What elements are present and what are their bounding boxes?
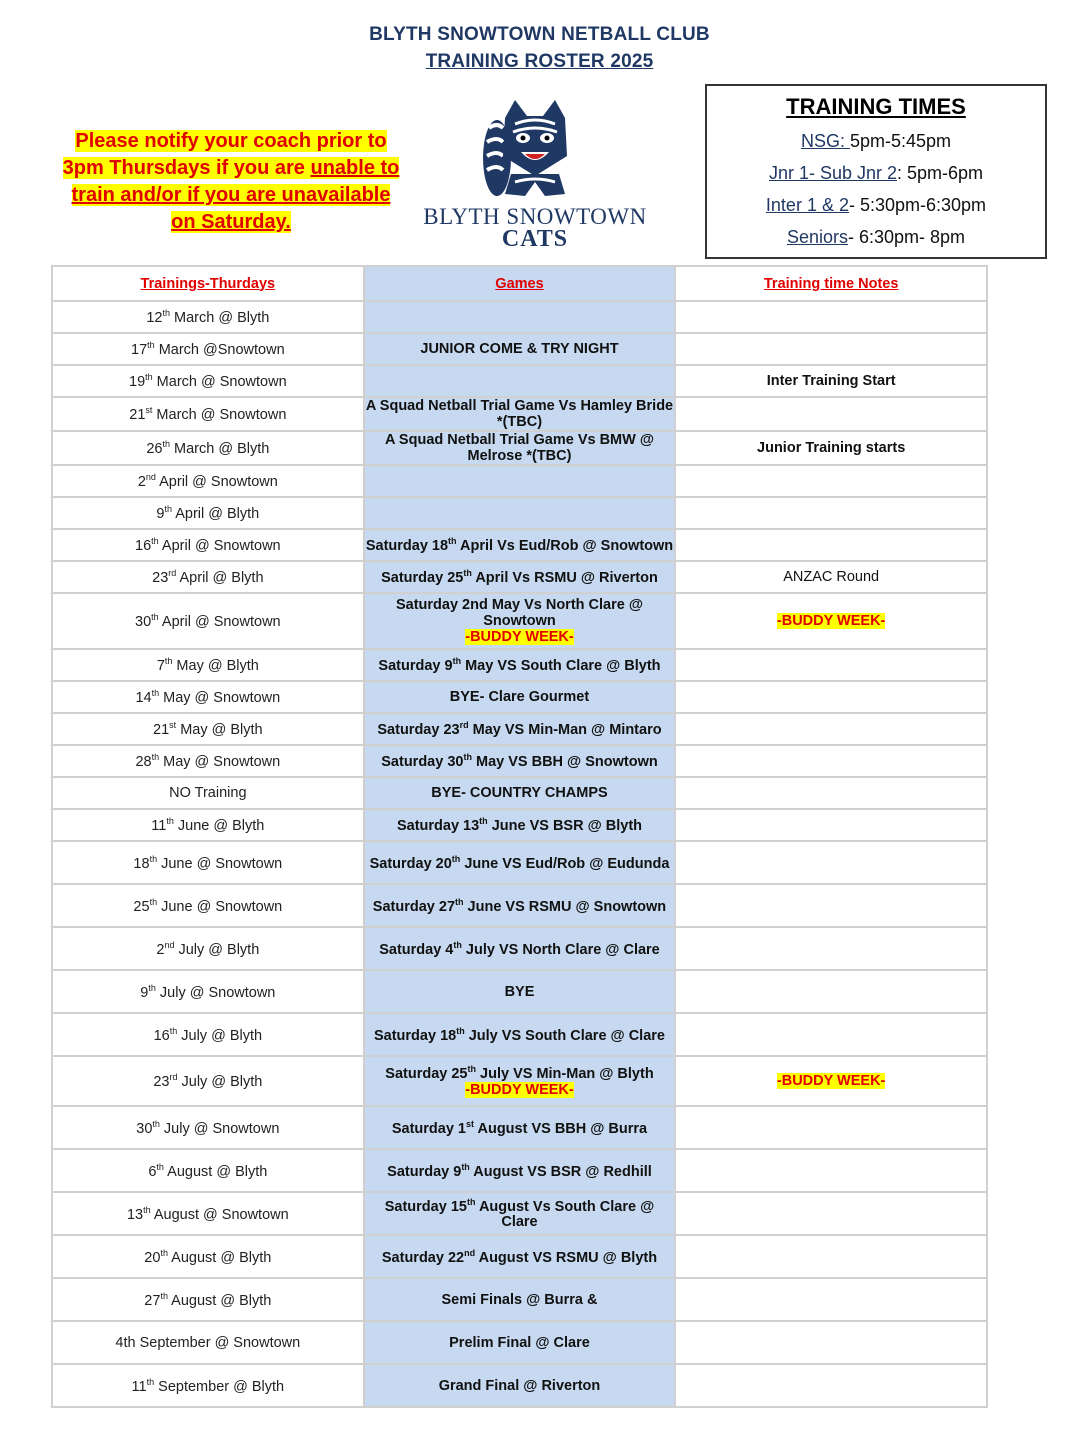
training-time-row: NSG: 5pm-5:45pm [800,131,952,151]
training-date-cell: 23rd July @ Blyth [52,1056,364,1106]
training-time-row: Seniors- 6:30pm- 8pm [786,227,966,247]
training-date-cell: NO Training [52,777,364,809]
notes-cell [675,884,987,927]
game-cell: BYE- Clare Gourmet [364,681,676,713]
table-row [52,301,987,333]
training-times-title: TRAINING TIMES [786,94,966,119]
notes-cell [675,809,987,841]
coach-notice: Please notify your coach prior to 3pm Thursdays if you are unable to train and/or if you are unavailable on Saturday. [62,130,400,233]
training-date-cell: 2nd July @ Blyth [52,927,364,970]
header-trainings: Trainings-Thurdays [52,266,364,301]
training-times-box [705,84,1047,259]
notes-cell: -BUDDY WEEK- [675,1056,987,1106]
training-date-cell: 16th July @ Blyth [52,1013,364,1056]
game-cell: Saturday 25th April Vs RSMU @ Riverton [364,561,676,593]
table-row [52,745,987,777]
notes-cell [675,841,987,884]
notes-cell [675,1013,987,1056]
game-cell [364,497,676,529]
notes-cell [675,777,987,809]
table-row [52,777,987,809]
table-row [52,1321,987,1364]
notes-cell [675,649,987,681]
training-date-cell: 11th June @ Blyth [52,809,364,841]
club-logo [420,98,650,258]
game-cell [364,301,676,333]
notes-cell [675,301,987,333]
training-date-cell: 16th April @ Snowtown [52,529,364,561]
table-row [52,1056,987,1106]
training-date-cell: 18th June @ Snowtown [52,841,364,884]
game-cell: Saturday 22nd August VS RSMU @ Blyth [364,1235,676,1278]
notes-cell [675,529,987,561]
game-cell: Saturday 27th June VS RSMU @ Snowtown [364,884,676,927]
training-date-cell: 27th August @ Blyth [52,1278,364,1321]
logo-text-line1: BLYTH SNOWTOWN [423,204,647,229]
notes-cell: -BUDDY WEEK- [675,593,987,649]
training-date-cell: 12th March @ Blyth [52,301,364,333]
notes-cell [675,927,987,970]
game-cell: Saturday 2nd May Vs North Clare @ Snowtown -BUDDY WEEK- [364,593,676,649]
notes-cell: ANZAC Round [675,561,987,593]
table-row [52,841,987,884]
training-time-row: Jnr 1- Sub Jnr 2: 5pm-6pm [768,163,984,183]
header-notes: Training time Notes [675,266,987,301]
notes-cell [675,497,987,529]
notes-cell [675,1192,987,1235]
game-cell: Saturday 9th August VS BSR @ Redhill [364,1149,676,1192]
table-row [52,649,987,681]
table-row [52,1278,987,1321]
club-title: BLYTH SNOWTOWN NETBALL CLUB [369,24,710,45]
training-date-cell: 23rd April @ Blyth [52,561,364,593]
table-row [52,1013,987,1056]
training-date-cell: 9th April @ Blyth [52,497,364,529]
game-cell: Saturday 1st August VS BBH @ Burra [364,1106,676,1149]
game-cell: Saturday 25th July VS Min-Man @ Blyth -BUDDY WEEK- [364,1056,676,1106]
table-row [52,529,987,561]
notes-cell [675,745,987,777]
training-date-cell: 6th August @ Blyth [52,1149,364,1192]
training-date-cell: 20th August @ Blyth [52,1235,364,1278]
notes-cell [675,1321,987,1364]
notes-cell [675,970,987,1013]
notes-cell [675,681,987,713]
game-cell: Saturday 18th April Vs Eud/Rob @ Snowtown [364,529,676,561]
training-date-cell: 25th June @ Snowtown [52,884,364,927]
table-row [52,1364,987,1407]
cat-mascot-icon [475,98,595,202]
game-cell: BYE [364,970,676,1013]
game-cell [364,465,676,497]
training-roster-table [51,265,988,1408]
training-date-cell: 14th May @ Snowtown [52,681,364,713]
training-date-cell: 4th September @ Snowtown [52,1321,364,1364]
game-cell: Saturday 13th June VS BSR @ Blyth [364,809,676,841]
game-cell: Saturday 20th June VS Eud/Rob @ Eudunda [364,841,676,884]
table-row [52,431,987,465]
roster-body [52,301,987,1407]
training-date-cell: 11th September @ Blyth [52,1364,364,1407]
game-cell: Saturday 18th July VS South Clare @ Clare [364,1013,676,1056]
table-row [52,809,987,841]
table-row [52,970,987,1013]
table-row [52,561,987,593]
table-row [52,1149,987,1192]
game-cell: Saturday 23rd May VS Min-Man @ Mintaro [364,713,676,745]
game-cell: BYE- COUNTRY CHAMPS [364,777,676,809]
game-cell: JUNIOR COME & TRY NIGHT [364,333,676,365]
table-header-row [52,266,987,301]
training-date-cell: 30th April @ Snowtown [52,593,364,649]
table-row [52,593,987,649]
training-date-cell: 19th March @ Snowtown [52,365,364,397]
training-date-cell: 17th March @Snowtown [52,333,364,365]
table-row [52,497,987,529]
table-row [52,884,987,927]
logo-text-line2: CATS [501,226,569,252]
table-row [52,333,987,365]
game-cell: Prelim Final @ Clare [364,1321,676,1364]
notes-cell [675,1278,987,1321]
notes-cell [675,713,987,745]
table-row [52,397,987,431]
training-date-cell: 21st March @ Snowtown [52,397,364,431]
training-date-cell: 30th July @ Snowtown [52,1106,364,1149]
notes-cell [675,397,987,431]
table-row [52,927,987,970]
game-cell: Saturday 15th August Vs South Clare @ Clare [364,1192,676,1235]
training-date-cell: 9th July @ Snowtown [52,970,364,1013]
game-cell [364,365,676,397]
game-cell: A Squad Netball Trial Game Vs BMW @ Melrose *(TBC) [364,431,676,465]
training-time-row: Inter 1 & 2- 5:30pm-6:30pm [765,195,987,215]
training-date-cell: 28th May @ Snowtown [52,745,364,777]
game-cell: Saturday 30th May VS BBH @ Snowtown [364,745,676,777]
notes-cell [675,1235,987,1278]
game-cell: Saturday 9th May VS South Clare @ Blyth [364,649,676,681]
notes-cell [675,333,987,365]
table-row [52,1192,987,1235]
training-date-cell: 2nd April @ Snowtown [52,465,364,497]
game-cell: Saturday 4th July VS North Clare @ Clare [364,927,676,970]
game-cell: A Squad Netball Trial Game Vs Hamley Bride *(TBC) [364,397,676,431]
training-date-cell: 7th May @ Blyth [52,649,364,681]
table-row [52,681,987,713]
header-games: Games [364,266,676,301]
notes-cell [675,1149,987,1192]
game-cell: Semi Finals @ Burra & [364,1278,676,1321]
table-row [52,465,987,497]
training-date-cell: 13th August @ Snowtown [52,1192,364,1235]
notes-cell: Junior Training starts [675,431,987,465]
notes-cell [675,1364,987,1407]
training-date-cell: 26th March @ Blyth [52,431,364,465]
table-row [52,713,987,745]
table-row [52,1235,987,1278]
game-cell: Grand Final @ Riverton [364,1364,676,1407]
table-row [52,365,987,397]
roster-title: TRAINING ROSTER 2025 [425,51,654,72]
table-row [52,1106,987,1149]
notes-cell: Inter Training Start [675,365,987,397]
notes-cell [675,465,987,497]
training-date-cell: 21st May @ Blyth [52,713,364,745]
notes-cell [675,1106,987,1149]
